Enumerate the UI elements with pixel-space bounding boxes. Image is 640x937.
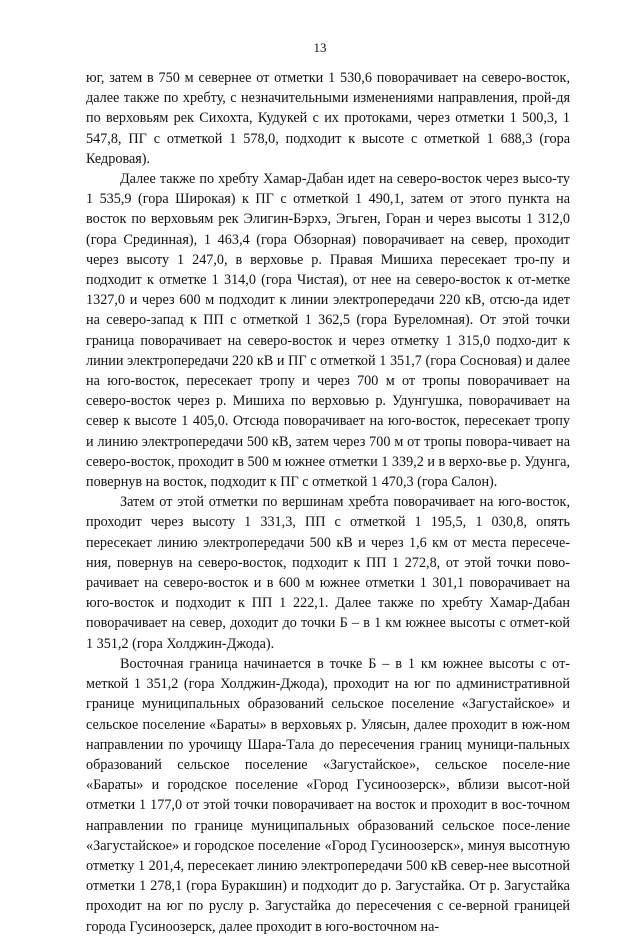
document-body — [86, 68, 570, 937]
paragraph-1: юг, затем в 750 м севернее от отметки 1 530,6 поворачивает на северо-восток, далее также по хребту, с незначительными изменениями направления, прой-дя по верховьям рек Сихохта, Кудукей с их протоками, через отметки 1 500,3, 1 547,8, ПГ с отметкой 1 578,0, подходит к высоте с отметкой 1 688,3 (гора Кедровая). — [86, 70, 570, 167]
page-number: 13 — [313, 40, 327, 55]
paragraph-2: Далее также по хребту Хамар-Дабан идет на северо-восток через высо-ту 1 535,9 (гора Широкая) к ПГ с отметкой 1 490,1, затем от этого пункта на восток по верховьям рек Элигин-Бэрхэ, Эгьген, Горан и через высоты 1 312,0 (гора Срединная), 1 463,4 (гора Обзорная) поворачивает на север, проходит через высоту 1 247,0, в верховье р. Правая Мишиха пересекает тро-пу и подходит к отметке 1 314,0 (гора Чистая), от нее на северо-восток к от-метке 1327,0 и через 600 м подходит к линии электропередачи 220 кВ, отсю-да идет на северо-запад к ПП с отметкой 1 362,5 (гора Буреломная). От этой точки граница поворачивает на северо-восток и через отметку 1 315,0 подхо-дит к линии электропередачи 220 кВ и ПГ с отметкой 1 351,7 (гора Сосновая) и далее на юго-восток, пересекает тропу и через 700 м от тропы поворачивает на северо-восток через р. Мишиха по верховью р. Удунгушка, поворачивает на север к высоте 1 405,0. Отсюда поворачивает на юго-восток, пересекает тропу и линию электропередачи 500 кВ, затем через 700 м от тропы повора-чивает на северо-восток, проходит в 500 м южнее отметки 1 339,2 и в верхо-вье р. Удунга, повернув на восток, подходит к ПГ с отметкой 1 470,3 (гора Салон). — [86, 171, 570, 491]
paragraph-4: Восточная граница начинается в точке Б – в 1 км южнее высоты с от-меткой 1 351,2 (гора Холджин-Джода), проходит на юг по административной границе муниципальных образований сельское поселение «Загустайское» и сельское поселение «Бараты» в верховьях р. Улясын, далее проходит в юж-ном направлении по урочищу Шара-Тала до пересечения границ муници-пальных образований сельское поселение «Загустайское», сельское поселе-ние «Бараты» и городское поселение «Город Гусиноозерск», вблизи высот-ной отметки 1 177,0 от этой точки поворачивает на восток и проходит в вос-точном направлении по границе муниципальных образований сельское посе-ление «Загустайское» и городское поселение «Город Гусиноозерск», минуя высотную отметку 1 201,4, пересекает линию электропередачи 500 кВ север-нее высотной отметки 1 278,1 (гора Буракшин) и подходит до р. Загустайка. От р. Загустайка проходит на юг по руслу р. Загустайка до пересечения с се-верной границей города Гусиноозерск, далее проходит в юго-восточном на- — [86, 655, 570, 935]
paragraph-3: Затем от этой отметки по вершинам хребта поворачивает на юго-восток, проходит через высоту 1 331,3, ПП с отметкой 1 195,5, 1 030,8, опять пересекает линию электропередачи 500 кВ и через 1,6 км от места пересече-ния, повернув на северо-восток, подходит к ПП 1 272,8, от этой точки пово-рачивает на северо-восток и в 600 м южнее отметки 1 301,1 поворачивает на юго-восток и подходит к ПП 1 222,1. Далее также по хребту Хамар-Дабан поворачивает на север, доходит до точки Б – в 1 км южнее высоты с отмет-кой 1 351,2 (гора Холджин-Джода). — [86, 494, 570, 652]
